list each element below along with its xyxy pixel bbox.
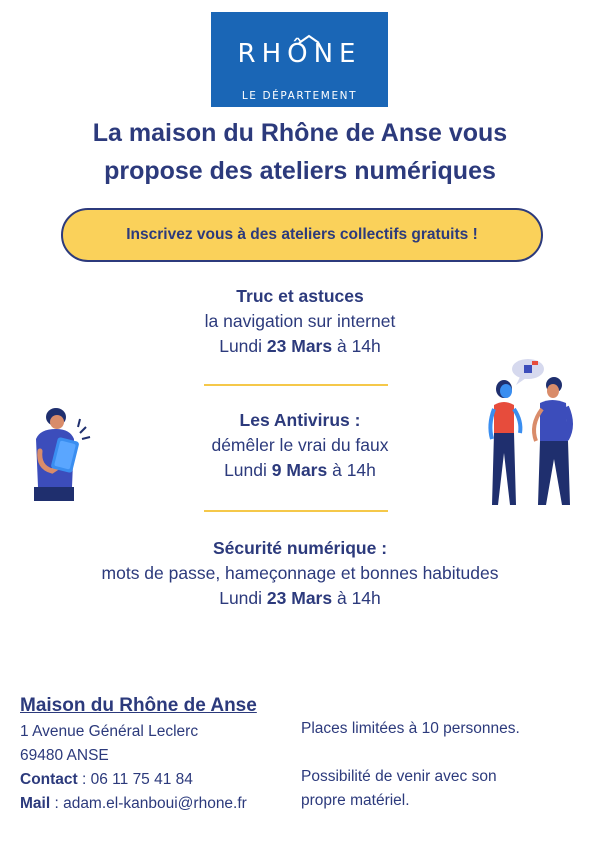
contact-block — [20, 694, 257, 816]
person-with-tablet-illustration — [18, 405, 98, 505]
workshop-title: Les Antivirus : — [239, 410, 361, 430]
logo-subtitle: LE DÉPARTEMENT — [241, 90, 358, 102]
contact-phone-value: : 06 11 75 41 84 — [77, 771, 193, 788]
contact-mail-value: : adam.el-kanboui@rhone.fr — [50, 795, 247, 812]
workshop-title: Sécurité numérique : — [212, 538, 388, 558]
contact-phone — [20, 768, 257, 792]
workshop-schedule — [0, 586, 600, 611]
contact-phone-label: Contact — [20, 771, 78, 788]
workshop-time: à 14h — [336, 336, 381, 356]
material-text-line-2: propre matériel. — [301, 792, 410, 809]
workshop-3 — [0, 536, 600, 611]
page-title-line-1: La maison du Rhône de Anse vous — [92, 119, 508, 147]
page-title-line-2: propose des ateliers numériques — [104, 157, 496, 185]
workshop-subtitle: démêler le vrai du faux — [211, 435, 389, 455]
contact-address-line-2: 69480 ANSE — [20, 747, 109, 764]
workshop-date: 9 Mars — [271, 460, 328, 480]
workshop-title: Truc et astuces — [236, 286, 364, 306]
info-block — [301, 717, 520, 813]
workshop-subtitle: la navigation sur internet — [204, 311, 396, 331]
workshop-day: Lundi — [219, 588, 263, 608]
workshop-time: à 14h — [332, 460, 376, 480]
rhone-logo — [211, 12, 388, 107]
workshop-date: 23 Mars — [266, 336, 333, 356]
registration-banner-text: Inscrivez vous à des ateliers collectifs gratuits ! — [126, 226, 478, 243]
material-text-line-1: Possibilité de venir avec son — [301, 768, 497, 785]
logo-name: RHÔNE — [237, 39, 362, 69]
two-people-talking-illustration — [480, 355, 580, 515]
workshop-subtitle: mots de passe, hameçonnage et bonnes habitudes — [101, 563, 499, 583]
contact-mail — [20, 792, 257, 816]
workshop-date: 23 Mars — [266, 588, 333, 608]
workshop-day: Lundi — [219, 336, 263, 356]
info-spacer — [301, 741, 520, 765]
workshop-day: Lundi — [224, 460, 267, 480]
separator-line — [204, 384, 388, 386]
places-limit-text: Places limitées à 10 personnes. — [301, 720, 520, 737]
registration-banner — [61, 208, 543, 262]
workshop-time: à 14h — [336, 588, 381, 608]
contact-mail-label: Mail — [20, 795, 51, 812]
workshop-1 — [0, 284, 600, 359]
contact-heading: Maison du Rhône de Anse — [20, 695, 257, 716]
separator-line — [204, 510, 388, 512]
contact-address-line-1: 1 Avenue Général Leclerc — [20, 723, 199, 740]
